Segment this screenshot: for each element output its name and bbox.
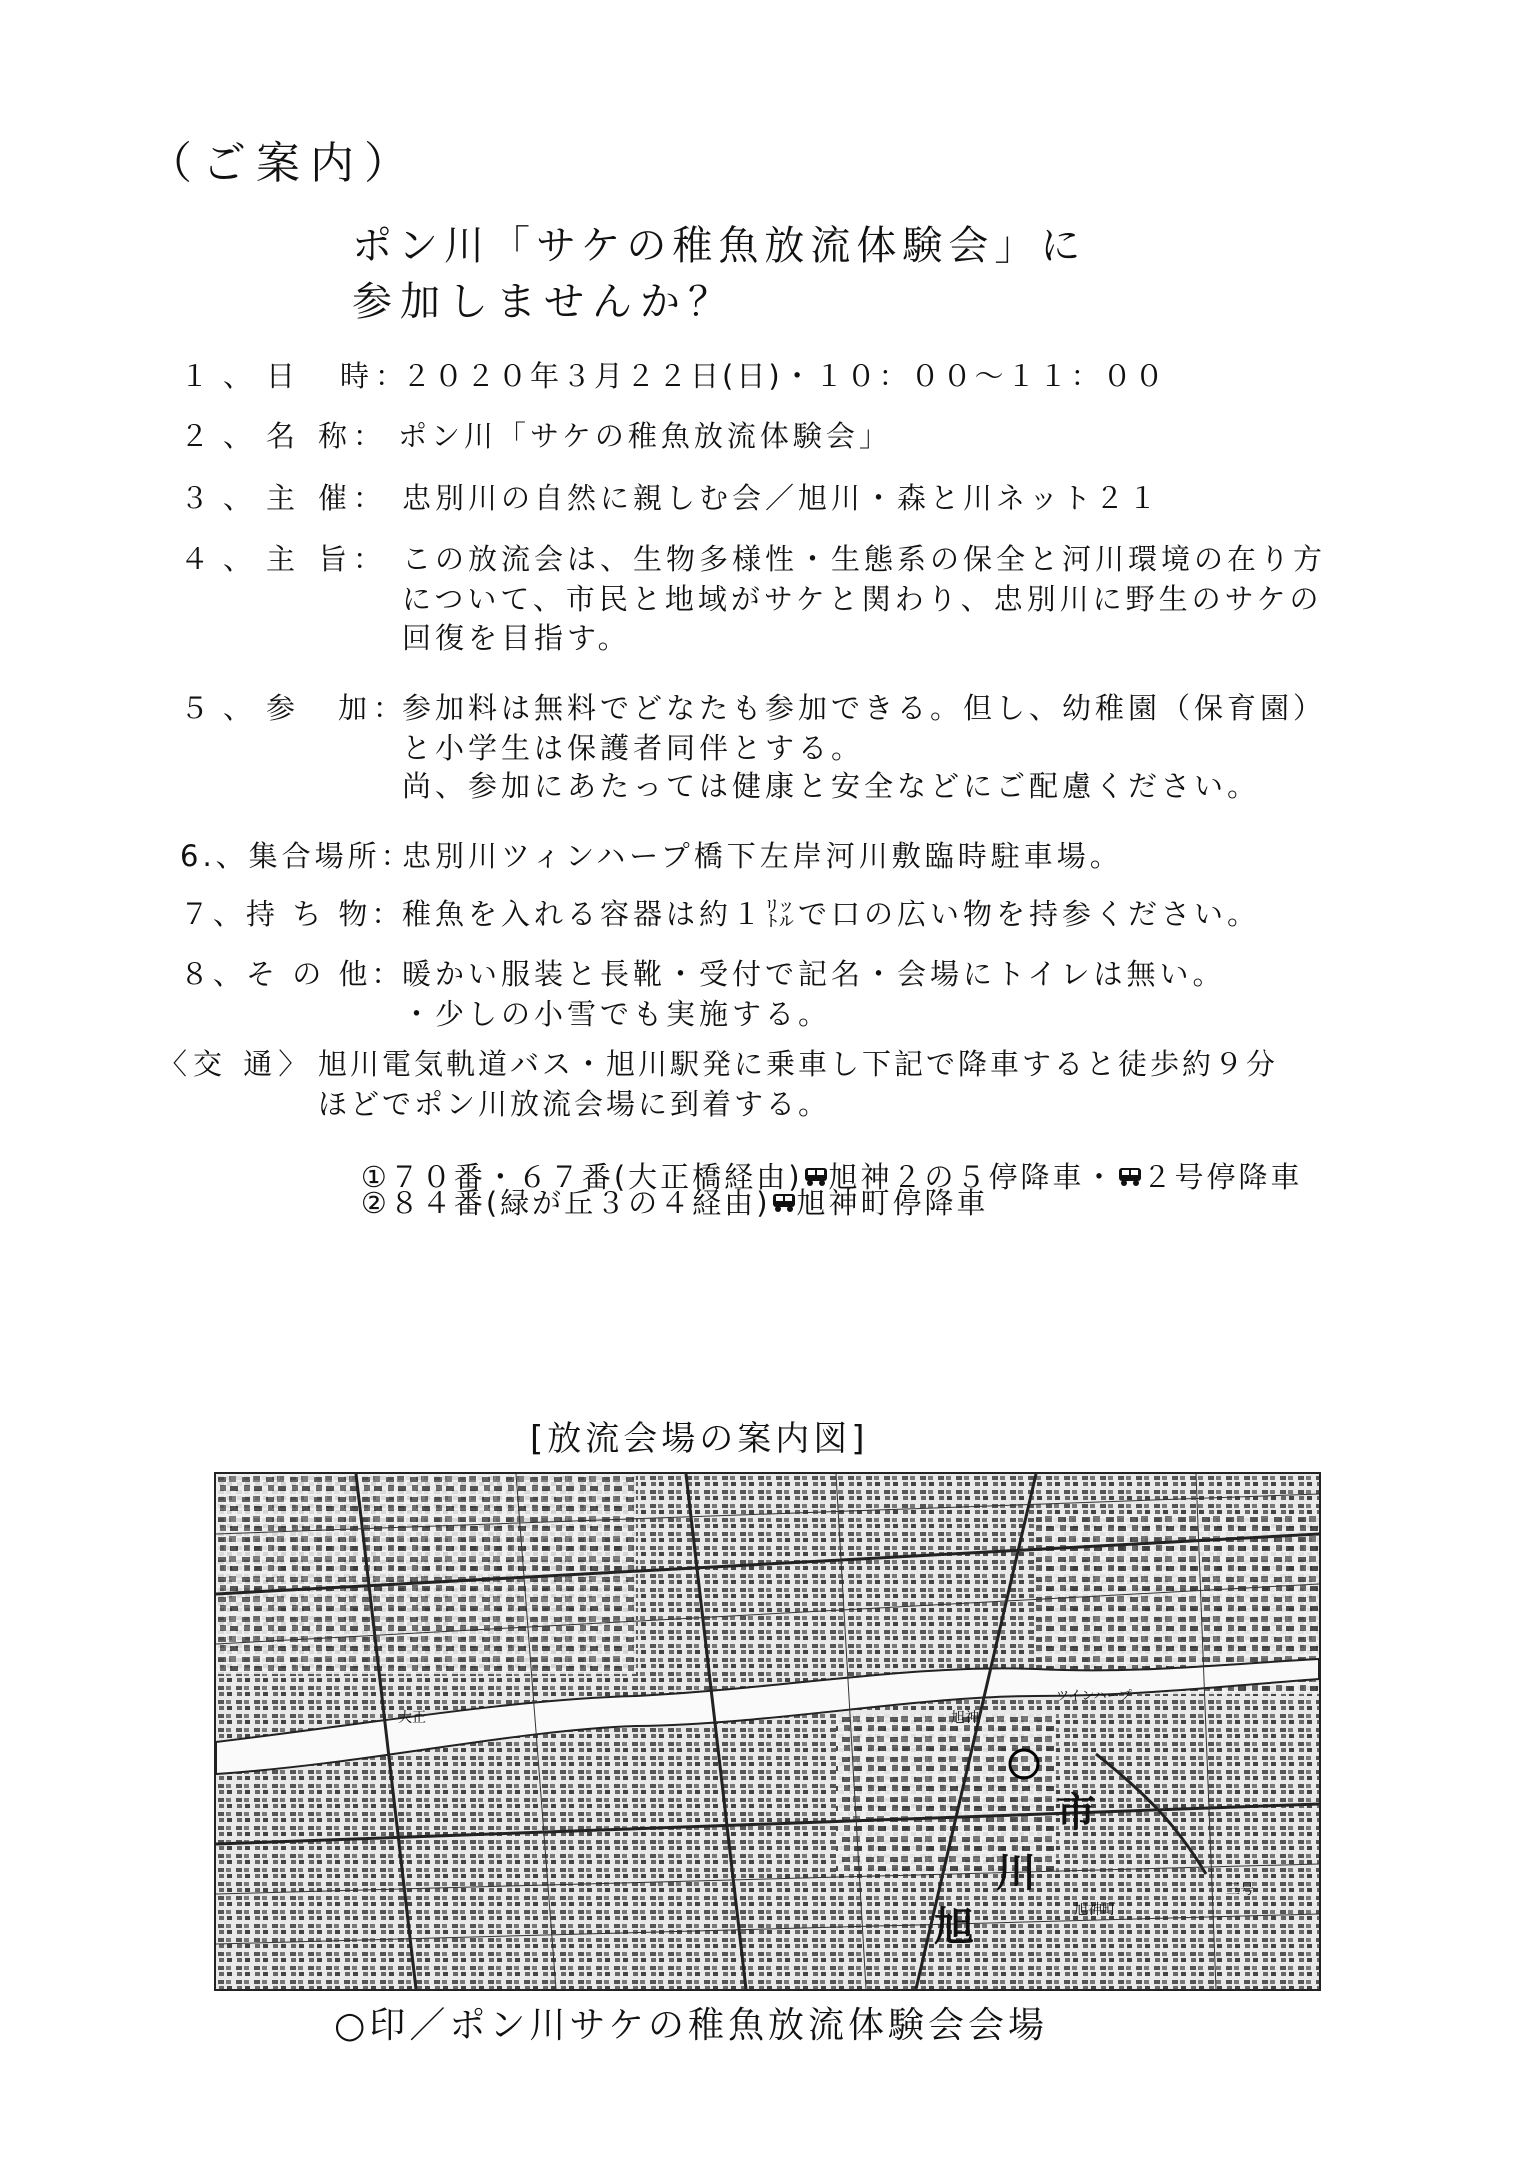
item-4-number: ４、主 (180, 542, 310, 576)
bus-icon (771, 1189, 797, 1218)
item-8-line-1: 暖かい服装と長靴・受付で記名・会場にトイレは無い。 (402, 957, 1226, 991)
map-label-shi: 市 (1056, 1790, 1096, 1836)
item-4-key: 旨： (318, 542, 389, 576)
map-label-asahi: 旭 (934, 1904, 974, 1950)
item-3-number: ３、主 (180, 481, 310, 515)
item-3-key: 催： (318, 481, 389, 515)
venue-map (214, 1472, 1321, 1991)
item-1-key: 時： (340, 359, 411, 393)
bus-icon (1117, 1163, 1143, 1192)
item-8-line-2: ・少しの小雪でも実施する。 (402, 997, 832, 1031)
map-caption: ○印／ポン川サケの稚魚放流体験会会場 (334, 2005, 1048, 2046)
item-5-number: ５、参 (180, 691, 310, 725)
map-label-twinharp: ツインハープ (1056, 1689, 1132, 1704)
route-1-stop-a: 旭神２の５停降車・ (828, 1160, 1117, 1194)
route-2-prefix: ②８４番(緑が丘３の４経由) (360, 1186, 771, 1220)
item-2-value: ポン川「サケの稚魚放流体験会」 (398, 419, 892, 453)
item-7-value: 稚魚を入れる容器は約１㍑で口の広い物を持参ください。 (402, 897, 1261, 931)
item-7-number: ７、持 ち 物： (180, 897, 405, 931)
route-2-stop-a: 旭神町停降車 (796, 1186, 989, 1220)
map-label-kyokushin: 旭神 (951, 1710, 979, 1726)
item-1-value: ２０２０年３月２２日(日)・１０：００～１１：００ (402, 359, 1167, 393)
route-1-stop-b: ２号停降車 (1142, 1160, 1303, 1194)
item-5-line-2: と小学生は保護者同伴とする。 (402, 731, 865, 765)
guide-label: （ご案内） (148, 138, 418, 189)
item-2-key: 称： (318, 419, 389, 453)
page-title-line-2: 参加しませんか？ (352, 279, 736, 325)
map-label-taisho: 大正 (398, 1710, 426, 1726)
transport-line-2: ほどでポン川放流会場に到着する。 (318, 1087, 831, 1121)
transport-label: 〈交 通〉 (158, 1047, 314, 1081)
item-4-line-1: この放流会は、生物多様性・生態系の保全と河川環境の在り方 (402, 542, 1327, 576)
route-2 (312, 1160, 989, 1247)
item-6-value: 忠別川ツィンハープ橋下左岸河川敷臨時駐車場。 (402, 839, 1123, 873)
item-4-line-3: 回復を目指す。 (402, 621, 631, 655)
item-2-number: ２、名 (180, 419, 310, 453)
transport-line-1: 旭川電気軌道バス・旭川駅発に乗車し下記で降車すると徒歩約９分 (318, 1047, 1279, 1081)
map-label-kawa: 川 (996, 1850, 1036, 1896)
item-6-number: 6.、集合場所： (180, 839, 414, 873)
route-1-prefix: ①７０番・６７番(大正橋経由) (360, 1160, 803, 1194)
item-4-line-2: について、市民と地域がサケと関わり、忠別川に野生のサケの (402, 582, 1323, 616)
item-5-line-3: 尚、参加にあたっては健康と安全などにご配慮ください。 (402, 769, 1261, 803)
item-3-value: 忠別川の自然に親しむ会／旭川・森と川ネット２１ (402, 481, 1162, 515)
map-illustration (216, 1474, 1319, 1989)
map-label-kyokushin-cho: 旭神町 (1074, 1902, 1116, 1918)
item-8-number: ８、そ の 他： (180, 957, 405, 991)
item-5-key: 加： (338, 691, 409, 725)
map-label-sango: 三号 (1226, 1882, 1254, 1898)
item-1-number: １、日 (180, 359, 310, 393)
map-title: [放流会場の案内図] (530, 1419, 869, 1459)
page-title-line-1: ポン川「サケの稚魚放流体験会」に (352, 223, 1087, 269)
item-5-line-1: 参加料は無料でどなたも参加できる。但し、幼稚園（保育園） (402, 691, 1327, 725)
